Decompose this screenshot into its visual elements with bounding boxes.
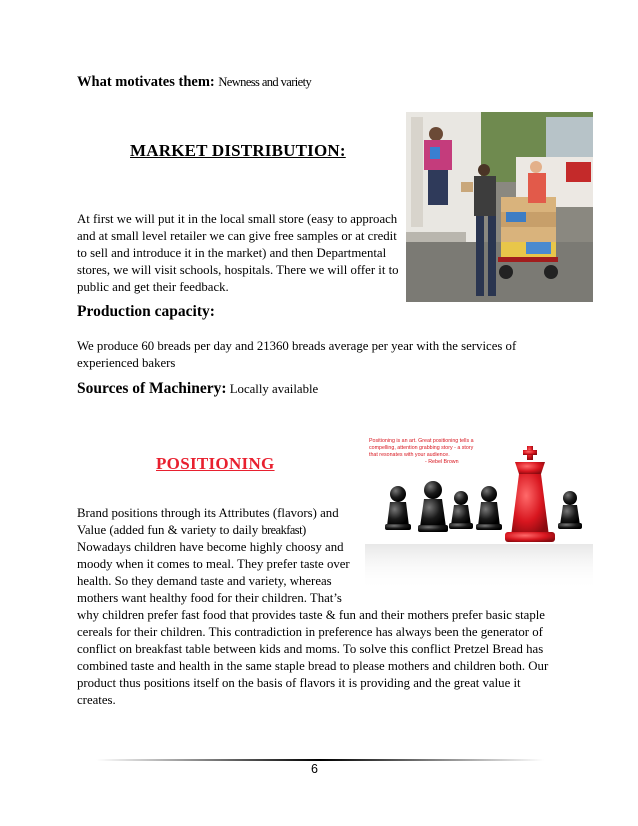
sources-machinery-line <box>77 380 318 398</box>
positioning-line-2-c: ) <box>302 523 307 537</box>
positioning-line-2 <box>77 522 367 539</box>
positioning-line-2-a: Value (added fun & variety to daily <box>77 523 262 537</box>
motivation-line <box>77 74 311 91</box>
delivery-photo <box>406 112 593 302</box>
motivation-label: What motivates them <box>77 74 210 90</box>
page-number: 6 <box>311 762 318 776</box>
market-distribution-paragraph: At first we will put it in the local small store (easy to approach and at small level retailer we can give free samples or at credit to sell and introduce it in the market) and then Departmental stores, we will visit schools, hospitals. There we will offer it to public and get their feedback. <box>77 212 399 294</box>
sources-machinery-label: Sources of Machinery: <box>77 380 227 397</box>
production-capacity-paragraph: We produce 60 breads per day and 21360 breads average per year with the services of experienced bakers <box>77 339 517 370</box>
positioning-paragraph-continued: why children prefer fast food that provides taste & fun and their mothers prefer basic staple cereals for their children. This contradiction in preference has always been the generator of conflict on breakfast table between kids and moms. To solve this conflict Pretzel Bread has combined taste and health in the same staple bread to please mothers and children both. Our product thus positions itself on the basis of flavors it is providing and the great value it creates. <box>77 608 549 707</box>
sources-machinery-value: Locally available <box>226 382 319 396</box>
chess-quote-line-2: compelling, attention grabbing story - a story <box>369 445 474 451</box>
footer-divider <box>96 759 544 762</box>
positioning-line-3: Nowadays children have become highly choosy and moody when it comes to meal. They prefer taste over health. So they demand taste and variety, whereas mothers want healthy food for their children. That’s <box>77 540 350 605</box>
chess-pieces-image <box>365 432 593 590</box>
motivation-value: Newness and variety <box>218 75 312 89</box>
chess-quote-author: - Rebel Brown <box>425 459 459 465</box>
positioning-heading: POSITIONING <box>156 454 275 473</box>
production-capacity-heading: Production capacity: <box>77 303 215 320</box>
positioning-paragraph-intro <box>77 505 367 607</box>
market-distribution-heading: MARKET DISTRIBUTION: <box>130 141 346 160</box>
motivation-colon: : <box>209 74 215 90</box>
chess-quote-line-3: that resonates with your audience. <box>369 452 450 458</box>
positioning-line-2-b: breakfast <box>261 523 303 537</box>
chess-quote-line-1: Positioning is an art. Great positioning tells a <box>369 438 474 444</box>
positioning-line-1: Brand positions through its Attributes (flavors) and <box>77 506 339 520</box>
